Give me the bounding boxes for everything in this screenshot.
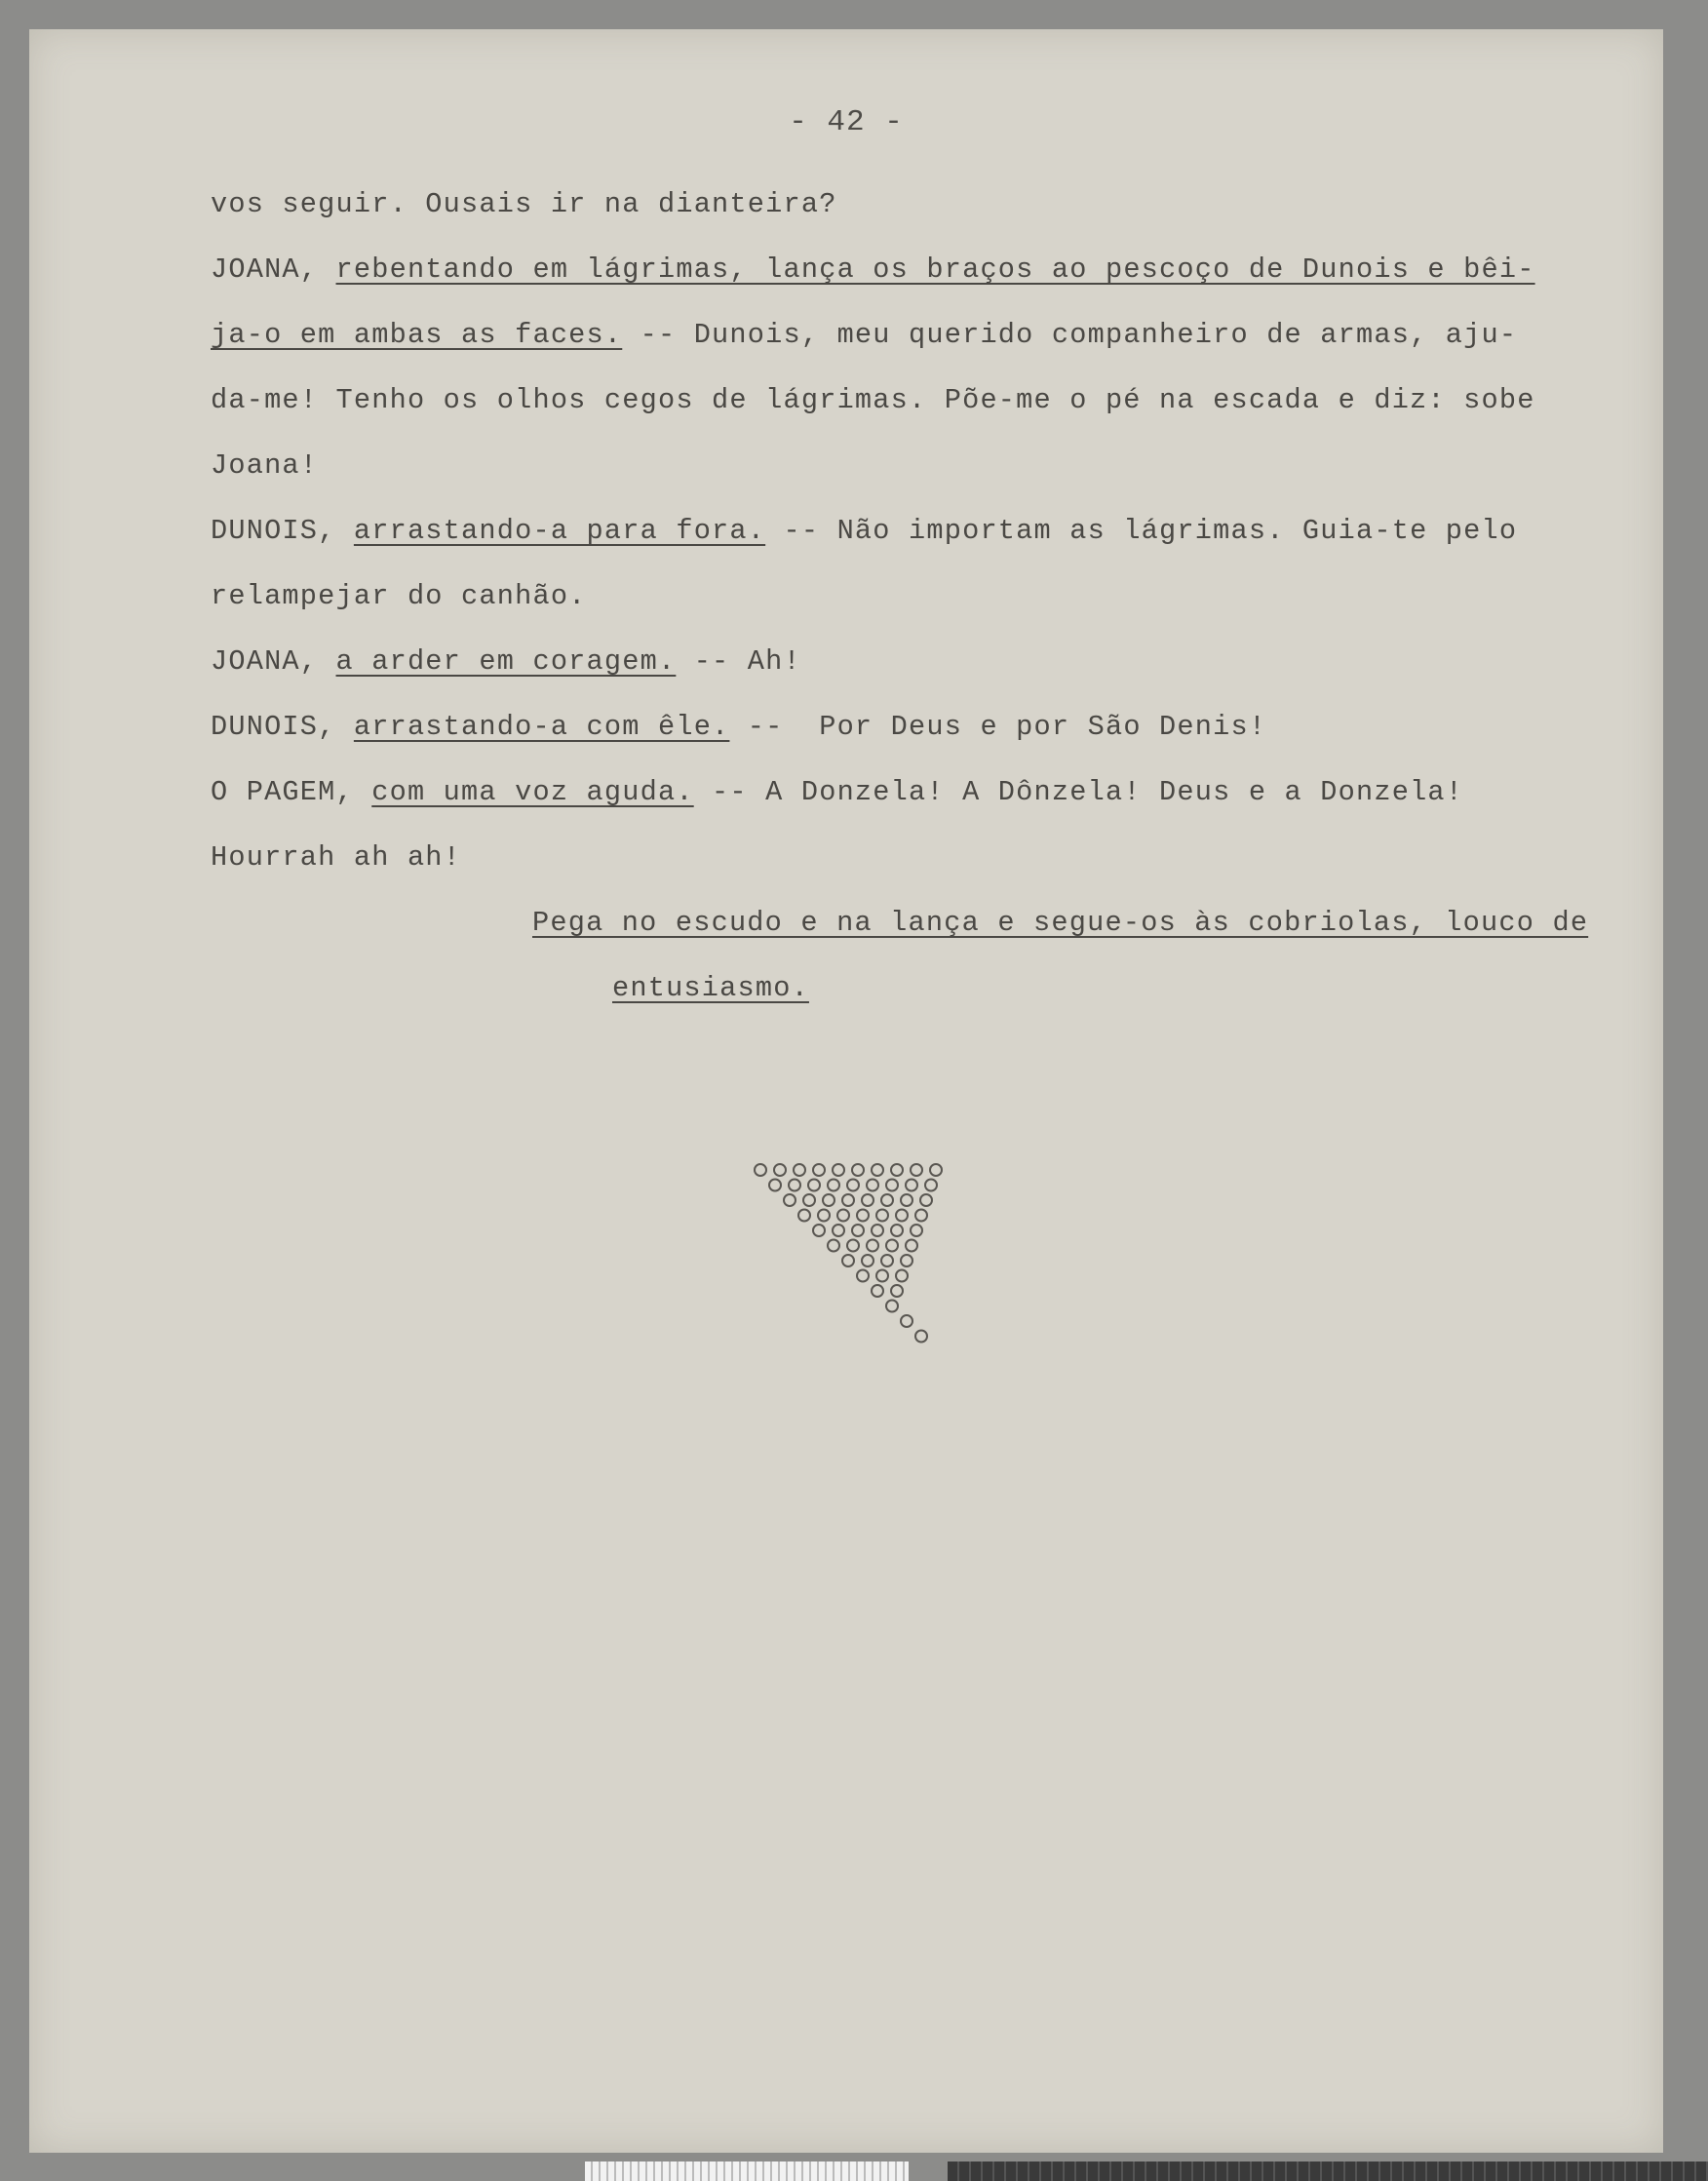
ornament-circle — [794, 1164, 805, 1176]
dialogue-text: -- Não importam as lágrimas. Guia-te pelo — [765, 515, 1518, 547]
stage-direction: entusiasmo. — [612, 972, 809, 1004]
ornament-circle — [842, 1194, 854, 1206]
ornament-circle — [886, 1180, 898, 1191]
dialogue-text: da-me! Tenho os olhos cegos de lágrimas. Põe-me o pé na escada e diz: sobe — [211, 384, 1535, 416]
text-line — [211, 955, 1692, 1021]
stage-direction: arrastando-a com êle. — [353, 711, 730, 743]
ornament-circle — [842, 1255, 854, 1266]
text-line — [211, 825, 1692, 890]
dialogue-text: vos seguir. Ousais ir na dianteira? — [211, 188, 837, 220]
ornament-circle — [862, 1194, 873, 1206]
speaker-name: JOANA, — [211, 645, 319, 678]
stage-direction: Pega no escudo e na lança e segue-os às cobriolas, louco de — [532, 907, 1589, 939]
speaker-name: JOANA, — [211, 253, 319, 286]
ornament-circle — [833, 1225, 844, 1236]
page-number: - 42 - — [789, 105, 904, 139]
ornament-circle — [798, 1210, 810, 1222]
ornament-circle — [876, 1270, 888, 1282]
ornament-circle — [813, 1225, 825, 1236]
dialogue-text: Joana! — [211, 449, 319, 482]
ornament-circle — [847, 1180, 859, 1191]
ornament-circle — [769, 1180, 781, 1191]
stage-direction: ja-o em ambas as faces. — [211, 319, 623, 351]
ruler-light-segment — [585, 2162, 909, 2181]
ornament-circle — [876, 1210, 888, 1222]
ornament-circle — [803, 1194, 815, 1206]
ornament-circle — [852, 1225, 864, 1236]
ornament-circle — [828, 1180, 839, 1191]
stage-direction: arrastando-a para fora. — [353, 515, 766, 547]
ornament-circle — [891, 1164, 903, 1176]
ornament-circle — [925, 1180, 937, 1191]
text-line — [211, 172, 1692, 237]
play-text — [211, 172, 1692, 1021]
ornament-circle — [886, 1240, 898, 1252]
ornament-circle — [813, 1164, 825, 1176]
dialogue-text: -- A Donzela! A Dônzela! Deus e a Donzela! — [693, 776, 1464, 808]
ornament-circle — [862, 1255, 873, 1266]
ornament-circle — [857, 1270, 869, 1282]
ornament-circle — [755, 1164, 766, 1176]
ornament-circle — [881, 1255, 893, 1266]
ornament-circle — [833, 1164, 844, 1176]
speaker-name: DUNOIS, — [211, 711, 336, 743]
ornament-circle — [920, 1194, 932, 1206]
text-line — [211, 629, 1692, 694]
ornament-circle — [823, 1194, 835, 1206]
ornament-circle — [886, 1301, 898, 1312]
dialogue-text: -- Por Deus e por São Denis! — [729, 711, 1267, 743]
ornament-circle — [828, 1240, 839, 1252]
ornament-circle — [915, 1331, 927, 1343]
text-line — [211, 694, 1692, 759]
text-line — [211, 890, 1692, 955]
circle-ornament-icon — [712, 1141, 1141, 1355]
dialogue-text: -- Ah! — [676, 645, 801, 678]
ornament-circle — [808, 1180, 820, 1191]
scan-ruler — [585, 2162, 1708, 2181]
ornament-circle — [867, 1240, 878, 1252]
ornament-circle — [901, 1194, 912, 1206]
ornament-circle — [867, 1180, 878, 1191]
ornament-circle — [818, 1210, 830, 1222]
ornament-circle — [774, 1164, 786, 1176]
stage-direction: com uma voz aguda. — [371, 776, 694, 808]
ornament-circle — [891, 1225, 903, 1236]
speaker-name: DUNOIS, — [211, 515, 336, 547]
ornament-circle — [789, 1180, 800, 1191]
text-line — [211, 759, 1692, 825]
ornament-circle — [901, 1255, 912, 1266]
text-line — [211, 564, 1692, 629]
text-line — [211, 237, 1692, 302]
ornament-circle — [872, 1225, 883, 1236]
text-line — [211, 302, 1692, 368]
ornament-circle — [872, 1285, 883, 1297]
ornament-circle — [911, 1225, 922, 1236]
document-page — [29, 29, 1663, 2153]
ornament-circle — [881, 1194, 893, 1206]
text-line — [211, 498, 1692, 564]
dialogue-text: Hourrah ah ah! — [211, 841, 462, 874]
ornament-circle — [896, 1210, 908, 1222]
ruler-dark-segment — [948, 2162, 1708, 2181]
ornament-circle — [901, 1315, 912, 1327]
stage-direction: rebentando em lágrimas, lança os braços ao pescoço de Dunois e bêi- — [335, 253, 1535, 286]
ornament-circle — [911, 1164, 922, 1176]
ornament-circle — [852, 1164, 864, 1176]
text-line — [211, 368, 1692, 433]
ornament-circle — [930, 1164, 942, 1176]
speaker-name: O PAGEM, — [211, 776, 354, 808]
ornament-circle — [906, 1240, 917, 1252]
ornament-circle — [847, 1240, 859, 1252]
ornament-circle — [896, 1270, 908, 1282]
ornament-circle — [915, 1210, 927, 1222]
stage-direction: a arder em coragem. — [335, 645, 677, 678]
dialogue-text: relampejar do canhão. — [211, 580, 587, 612]
ornament-circle — [891, 1285, 903, 1297]
dialogue-text: -- Dunois, meu querido companheiro de armas, aju- — [622, 319, 1518, 351]
ornament-circle — [906, 1180, 917, 1191]
ornament-circle — [872, 1164, 883, 1176]
ornament-circle — [857, 1210, 869, 1222]
text-line — [211, 433, 1692, 498]
ornament-circle — [837, 1210, 849, 1222]
ornament-circle — [784, 1194, 796, 1206]
